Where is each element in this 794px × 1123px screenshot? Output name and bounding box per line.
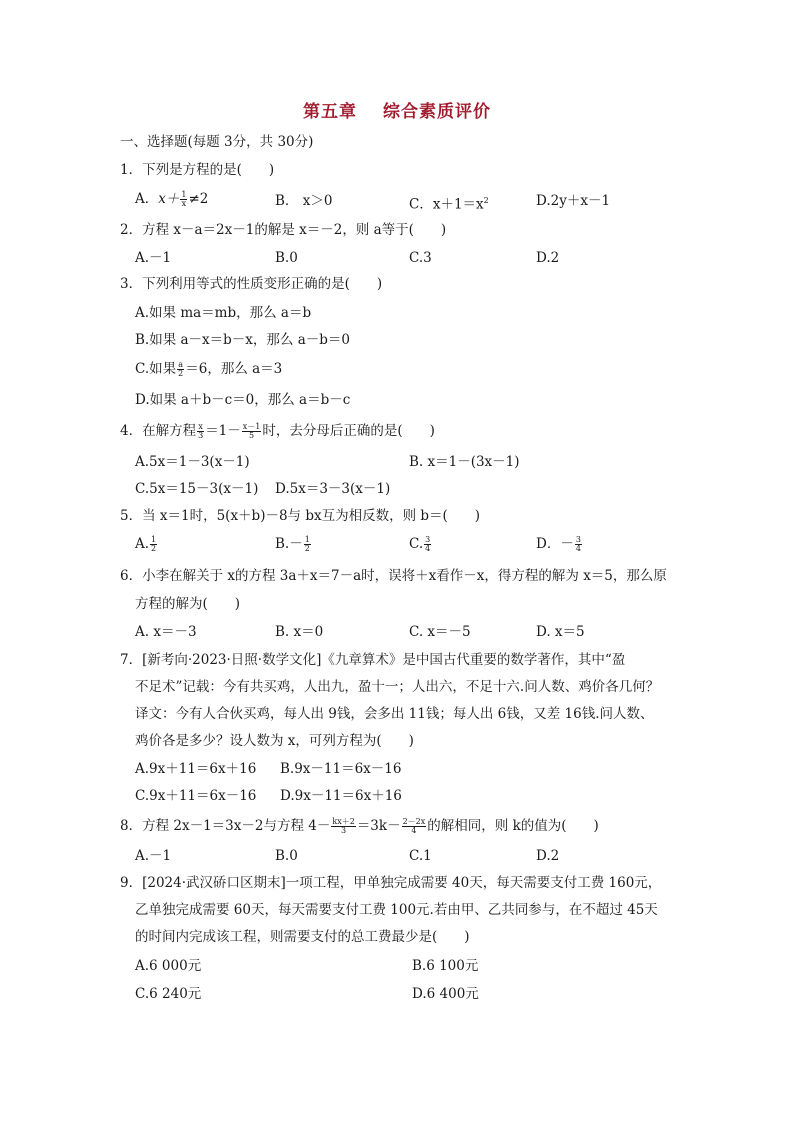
q9-option-a: A.6 000元: [135, 958, 202, 974]
q4-option-b: B. x＝1－(3x－1): [409, 454, 520, 470]
q9-option-d: D.6 400元: [412, 986, 479, 1002]
q5-option-a: A. $\frac{1}{2}$: [135, 535, 157, 553]
q5-option-c: C. $\frac{3}{4}$: [409, 535, 431, 553]
q4-option-a: A.5x＝1－3(x－1): [135, 454, 250, 470]
q9-option-c: C.6 240元: [135, 986, 202, 1002]
chapter-title: 综合素质评价: [383, 102, 491, 122]
q7-option-d: D.9x－11＝6x＋16: [280, 788, 402, 804]
q6-option-b: B. x＝0: [275, 624, 324, 640]
q1-option-b: B． x＞0: [275, 193, 333, 209]
q5-option-b: B.－ $\frac{1}{2}$: [275, 535, 310, 553]
q1-option-a: A．x＋ $\frac{1}{x}$ ≠2: [135, 190, 209, 208]
question-2-stem: 2．方程 x－a＝2x－1的解是 x＝－2，则 a等于( ): [120, 222, 447, 238]
q3-option-d: D.如果 a＋b－c＝0，那么 a＝b－c: [135, 392, 351, 408]
question-4-stem: 4．在解方程 $\frac{x}{3}$ ＝1－ $\frac{x-1}{5}$ 时，去分母后正确的是( ): [120, 422, 435, 440]
question-9-stem-line-3: 的时间内完成该工程，则需要支付的总工费最少是( ): [135, 929, 470, 945]
q6-option-c: C. x＝－5: [409, 624, 471, 640]
question-7-stem-line-2: 不足术”记载：今有共买鸡，人出九，盈十一；人出六，不足十六.问人数、鸡价各几何？: [135, 679, 660, 695]
question-5-stem: 5．当 x＝1时，5(x＋b)－8与 bx互为相反数，则 b＝( ): [120, 508, 481, 524]
question-9-stem-line-2: 乙单独完成需要 60天，每天需要支付工费 100元.若由甲、乙共同参与，在不超过 45天: [135, 902, 658, 918]
q1-option-c: C．$x+1=x^2$: [409, 196, 489, 213]
q2-option-a: A.－1: [135, 250, 172, 266]
question-8-stem: 8．方程 2x－1＝3x－2与方程 4－ $\frac{kx+2}{3}$ ＝3k－ $\frac{2-2x}{4}$ 的解相同，则 k的值为( ): [120, 817, 599, 835]
q2-option-b: B.0: [275, 250, 298, 266]
q5-option-d: D．－ $\frac{3}{4}$: [536, 535, 581, 553]
question-6-stem-line-1: 6．小李在解关于 x的方程 3a＋x＝7－a时，误将＋x看作－x，得方程的解为 x＝5，那么原: [120, 568, 667, 584]
page-title: [0, 97, 794, 122]
q8-option-b: B.0: [275, 848, 298, 864]
question-9-stem-line-1: 9．[2024·武汉硚口区期末]一项工程，甲单独完成需要 40天，每天需要支付工费 160元，: [120, 875, 662, 891]
q4-option-d: D.5x＝3－3(x－1): [275, 481, 391, 497]
q7-option-b: B.9x－11＝6x－16: [280, 761, 402, 777]
q2-option-d: D.2: [536, 250, 560, 266]
q8-option-a: A.－1: [135, 848, 172, 864]
question-7-stem-line-3: 译文：今有人合伙买鸡，每人出 9钱，会多出 11钱；每人出 6钱，又差 16钱.问人数、: [135, 706, 654, 722]
question-6-stem-line-2: 方程的解为( ): [135, 596, 241, 612]
q6-option-a: A. x＝－3: [135, 624, 197, 640]
q6-option-d: D. x＝5: [536, 624, 585, 640]
q4-option-c: C.5x＝15－3(x－1): [135, 481, 259, 497]
chapter-label: 第五章: [303, 102, 357, 122]
section-heading: 一、选择题(每题 3分，共 30分): [120, 134, 314, 150]
q3-option-b: B.如果 a－x＝b－x，那么 a－b＝0: [135, 332, 350, 348]
question-3-stem: 3．下列利用等式的性质变形正确的是( ): [120, 276, 383, 292]
q8-option-d: D.2: [536, 848, 560, 864]
q3-option-a: A.如果 ma＝mb，那么 a＝b: [135, 305, 312, 321]
q7-option-a: A.9x＋11＝6x＋16: [135, 761, 257, 777]
q9-option-b: B.6 100元: [412, 958, 479, 974]
q1-option-d: D.2y＋x－1: [536, 193, 611, 209]
question-7-stem-line-4: 鸡价各是多少？设人数为 x，可列方程为( ): [135, 733, 414, 749]
question-7-stem-line-1: 7．[新考向·2023·日照·数学文化]《九章算术》是中国古代重要的数学著作，其中“盈: [120, 652, 626, 668]
q7-option-c: C.9x＋11＝6x－16: [135, 788, 257, 804]
q8-option-c: C.1: [409, 848, 432, 864]
q2-option-c: C.3: [409, 250, 432, 266]
question-1-stem: 1．下列是方程的是( ): [120, 162, 275, 178]
q3-option-c: C.如果 $\frac{a}{2}$ ＝6，那么 a＝3: [135, 360, 283, 378]
